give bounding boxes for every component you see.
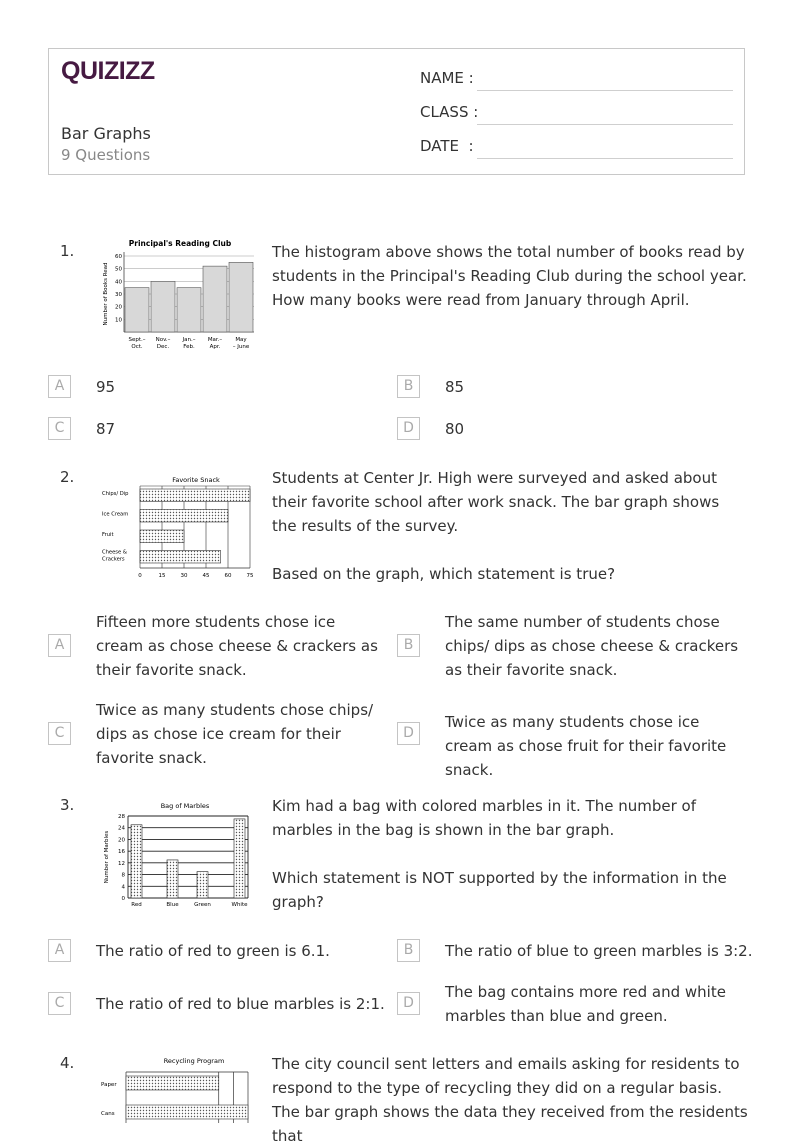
x-tick-label: 60	[224, 573, 232, 579]
question-paragraph: Based on the graph, which statement is true?	[272, 565, 616, 583]
y-tick-label: 20	[118, 837, 125, 844]
x-tick-label: Nov.–	[155, 337, 171, 343]
option-text[interactable]: 95	[96, 378, 116, 396]
question-text	[272, 466, 748, 586]
x-tick-label: Jan.–	[182, 337, 196, 343]
option-letter[interactable]: B	[397, 939, 420, 962]
option-letter[interactable]: A	[48, 375, 71, 398]
bar	[126, 1105, 248, 1119]
y-tick-label: 4	[121, 884, 125, 891]
marbles-chart	[100, 798, 252, 910]
y-tick-label: 20	[115, 304, 122, 311]
bar	[234, 819, 245, 898]
name-label: NAME :	[420, 69, 474, 87]
question-paragraph: Which statement is NOT supported by the information in the graph?	[272, 869, 727, 911]
bar	[177, 288, 201, 332]
x-tick-label: 45	[202, 573, 210, 579]
question-text	[272, 794, 748, 914]
option-letter[interactable]: A	[48, 939, 71, 962]
y-tick-label: 30	[115, 292, 122, 298]
bar	[125, 288, 149, 332]
x-tick-label: 0	[138, 573, 142, 579]
bar	[229, 262, 253, 332]
bar	[151, 281, 175, 332]
x-tick-label: White	[231, 902, 248, 908]
x-tick-label: 75	[246, 573, 254, 579]
bar	[140, 551, 221, 564]
x-tick-label: 30	[180, 573, 188, 579]
y-tick-label: 12	[118, 860, 125, 867]
option-text[interactable]: The ratio of red to green is 6.1.	[96, 942, 330, 960]
y-tick-label: Ice Cream	[102, 511, 129, 518]
question-paragraph: The histogram above shows the total number of books read by students in the Principal's Reading Club during the school year. How many books were read from January through April.	[272, 243, 747, 309]
y-tick-label: Chips/ Dip	[102, 491, 129, 497]
option-text[interactable]: The ratio of red to blue marbles is 2:1.	[96, 995, 385, 1013]
y-tick-label: 10	[115, 317, 122, 324]
x-tick-label: 15	[158, 573, 166, 579]
y-tick-label: 28	[118, 814, 125, 820]
x-tick-label: Dec.	[156, 344, 170, 350]
question-paragraph: The city council sent letters and emails asking for residents to respond to the type of recycling they did on a regular basis. The bar graph shows the data they received from the residents that	[272, 1055, 748, 1145]
question-count: 9 Questions	[61, 146, 151, 164]
x-tick-label: Feb.	[183, 344, 195, 350]
x-tick-label: – June	[232, 344, 250, 350]
x-tick-label: Green	[194, 902, 211, 908]
recycling-chart	[100, 1052, 252, 1123]
option-letter[interactable]: D	[397, 992, 420, 1015]
y-tick-label: Crackers	[102, 556, 125, 563]
bar	[140, 530, 184, 543]
chart-title: Recycling Program	[163, 1057, 225, 1065]
bar	[167, 860, 178, 898]
question-number: 3.	[60, 796, 75, 814]
option-letter[interactable]: C	[48, 722, 71, 745]
y-axis-label: Number of Marbles	[104, 830, 110, 884]
option-text[interactable]: 80	[445, 420, 465, 438]
option-text[interactable]: 87	[96, 420, 116, 438]
option-letter[interactable]: D	[397, 722, 420, 745]
class-line[interactable]	[477, 124, 733, 125]
y-tick-label: 0	[121, 896, 125, 902]
x-tick-label: Apr.	[209, 344, 221, 350]
option-text[interactable]: Twice as many students chose ice cream as chose fruit for their favorite snack.	[445, 713, 727, 779]
y-tick-label: 60	[115, 254, 122, 260]
x-tick-label: Red	[131, 902, 142, 908]
date-line[interactable]	[477, 158, 733, 159]
y-tick-label: Fruit	[102, 532, 114, 538]
question-number: 4.	[60, 1054, 75, 1072]
question-number: 2.	[60, 468, 75, 486]
question-number: 1.	[60, 242, 75, 260]
option-text[interactable]: 85	[445, 378, 465, 396]
x-tick-label: Sept.–	[128, 337, 146, 343]
y-tick-label: Paper	[101, 1082, 117, 1088]
option-text[interactable]: The same number of students chose chips/ dips as chose cheese & crackers as their favorite snack.	[445, 613, 739, 679]
question-paragraph: Students at Center Jr. High were surveyed and asked about their favorite school after work snack. The bar graph shows the results of the survey.	[272, 469, 720, 535]
option-letter[interactable]: C	[48, 417, 71, 440]
quizizz-logo: QUIZIZZ	[61, 57, 155, 85]
favorite-snack-chart	[100, 472, 258, 582]
y-tick-label: Cans	[101, 1111, 115, 1117]
chart-title: Favorite Snack	[172, 476, 220, 484]
worksheet-title: Bar Graphs	[61, 124, 151, 143]
option-letter[interactable]: D	[397, 417, 420, 440]
question-text	[272, 240, 748, 312]
option-text[interactable]: Twice as many students chose chips/ dips as chose ice cream for their favorite snack.	[96, 701, 374, 767]
bar	[126, 1076, 219, 1090]
option-letter[interactable]: A	[48, 634, 71, 657]
option-letter[interactable]: B	[397, 634, 420, 657]
y-tick-label: 24	[118, 825, 125, 832]
option-letter[interactable]: C	[48, 992, 71, 1015]
reading-club-chart	[100, 236, 258, 354]
y-tick-label: 16	[118, 849, 125, 856]
x-tick-label: Mar.–	[207, 337, 223, 343]
question-paragraph: Kim had a bag with colored marbles in it. The number of marbles in the bag is shown in the bar graph.	[272, 797, 696, 839]
bar	[203, 266, 227, 332]
x-tick-label: May	[235, 337, 247, 343]
y-tick-label: 40	[115, 279, 122, 286]
y-tick-label: 8	[121, 872, 125, 879]
question-text	[272, 1052, 748, 1148]
bar	[140, 510, 228, 523]
chart-title: Principal's Reading Club	[128, 239, 232, 248]
name-line[interactable]	[477, 90, 733, 91]
y-tick-label: 50	[115, 266, 122, 273]
bar	[197, 872, 208, 898]
option-text[interactable]: Fifteen more students chose ice cream as chose cheese & crackers as their favorite snack.	[96, 613, 378, 679]
bar	[140, 489, 250, 502]
option-text[interactable]: The ratio of blue to green marbles is 3:2.	[445, 942, 753, 960]
x-tick-label: Oct.	[131, 344, 143, 350]
x-tick-label: Blue	[166, 902, 179, 908]
option-letter[interactable]: B	[397, 375, 420, 398]
chart-title: Bag of Marbles	[160, 802, 210, 810]
y-tick-label: Cheese &	[102, 549, 127, 556]
y-axis-label: Number of Books Read	[103, 262, 109, 326]
option-text[interactable]: The bag contains more red and white marbles than blue and green.	[445, 983, 726, 1025]
bar	[131, 825, 142, 898]
worksheet-header	[48, 48, 745, 175]
class-label: CLASS :	[420, 103, 479, 121]
date-label: DATE :	[420, 137, 474, 155]
